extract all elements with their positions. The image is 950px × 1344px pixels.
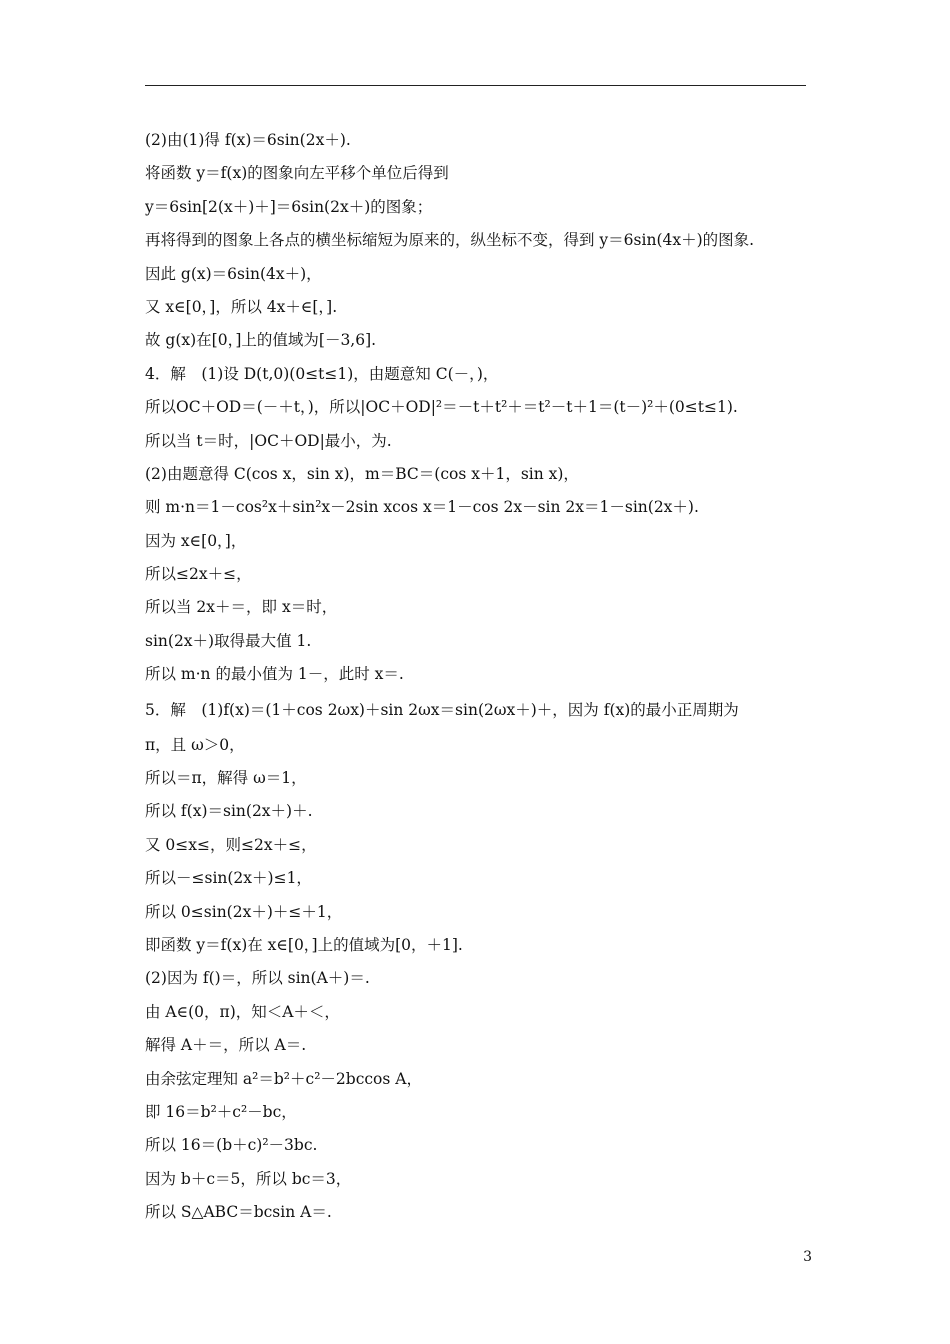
text-line: 所以 m·n 的最小值为 1－，此时 x＝. (145, 665, 404, 684)
text-line: 因此 g(x)＝6sin(4x＋)， (145, 264, 322, 283)
text-line: 即 16＝b²＋c²－bc， (145, 1102, 297, 1121)
text-line: π，且 ω＞0， (145, 735, 245, 754)
text-line: 所以当 2x＋＝，即 x＝时， (145, 598, 338, 617)
text-line: 所以 16＝(b＋c)²－3bc. (145, 1136, 318, 1155)
text-line: 解得 A＋＝，所以 A＝. (145, 1036, 307, 1055)
text-line: 由余弦定理知 a²＝b²＋c²－2bccos A， (145, 1069, 422, 1088)
text-line: (2)由(1)得 f(x)＝6sin(2x＋). (145, 131, 351, 149)
text-line: 所以当 t＝时，|OC＋OD|最小，为. (145, 431, 392, 450)
page-number: 3 (803, 1249, 812, 1265)
text-line: 故 g(x)在[0，]上的值域为[－3,6]. (145, 331, 377, 350)
text-line: 所以 S△ABC＝bcsin A＝. (145, 1203, 332, 1222)
text-line: 再将得到的图象上各点的横坐标缩短为原来的，纵坐标不变，得到 y＝6sin(4x＋)的图象. (145, 231, 755, 250)
text-line: sin(2x＋)取得最大值 1. (145, 631, 312, 650)
text-line: 即函数 y＝f(x)在 x∈[0，]上的值域为[0，＋1]. (145, 935, 463, 954)
text-line: 4．解 (1)设 D(t,0)(0≤t≤1)，由题意知 C(－，)， (145, 364, 499, 383)
text-line: 又 0≤x≤，则≤2x＋≤， (145, 835, 317, 854)
text-line: 5．解 (1)f(x)＝(1＋cos 2ωx)＋sin 2ωx＝sin(2ωx＋)＋，因为 f(x)的最小正周期为 (145, 700, 739, 719)
text-line: 所以≤2x＋≤， (145, 565, 252, 584)
document-body (145, 124, 810, 1230)
text-line: 所以 f(x)＝sin(2x＋)＋. (145, 802, 313, 821)
text-line: (2)由题意得 C(cos x，sin x)，m＝BC＝(cos x＋1，sin x)， (145, 464, 579, 483)
text-line: 则 m·n＝1－cos²x＋sin²x－2sin xcos x＝1－cos 2x－sin 2x＝1－sin(2x＋). (145, 498, 699, 517)
text-line: 因为 x∈[0，]， (145, 531, 247, 550)
text-line: 又 x∈[0，]，所以 4x＋∈[，]. (145, 297, 338, 316)
text-line: (2)因为 f()＝，所以 sin(A＋)＝. (145, 969, 370, 988)
text-line: 所以OC＋OD＝(－＋t，)，所以|OC＋OD|²＝－t＋t²＋＝t²－t＋1＝(t－)²＋(0≤t≤1). (145, 398, 738, 417)
text-line: 因为 b＋c＝5，所以 bc＝3， (145, 1169, 352, 1188)
text-line: 将函数 y＝f(x)的图象向左平移个单位后得到 (145, 164, 449, 183)
text-line: 所以 0≤sin(2x＋)＋≤＋1， (145, 902, 343, 921)
text-line: y＝6sin[2(x＋)＋]＝6sin(2x＋)的图象； (145, 197, 433, 216)
text-line: 由 A∈(0，π)，知＜A＋＜， (145, 1002, 340, 1021)
text-line: 所以－≤sin(2x＋)≤1， (145, 869, 312, 888)
header-rule (145, 85, 806, 86)
text-line: 所以＝π，解得 ω＝1， (145, 769, 307, 788)
